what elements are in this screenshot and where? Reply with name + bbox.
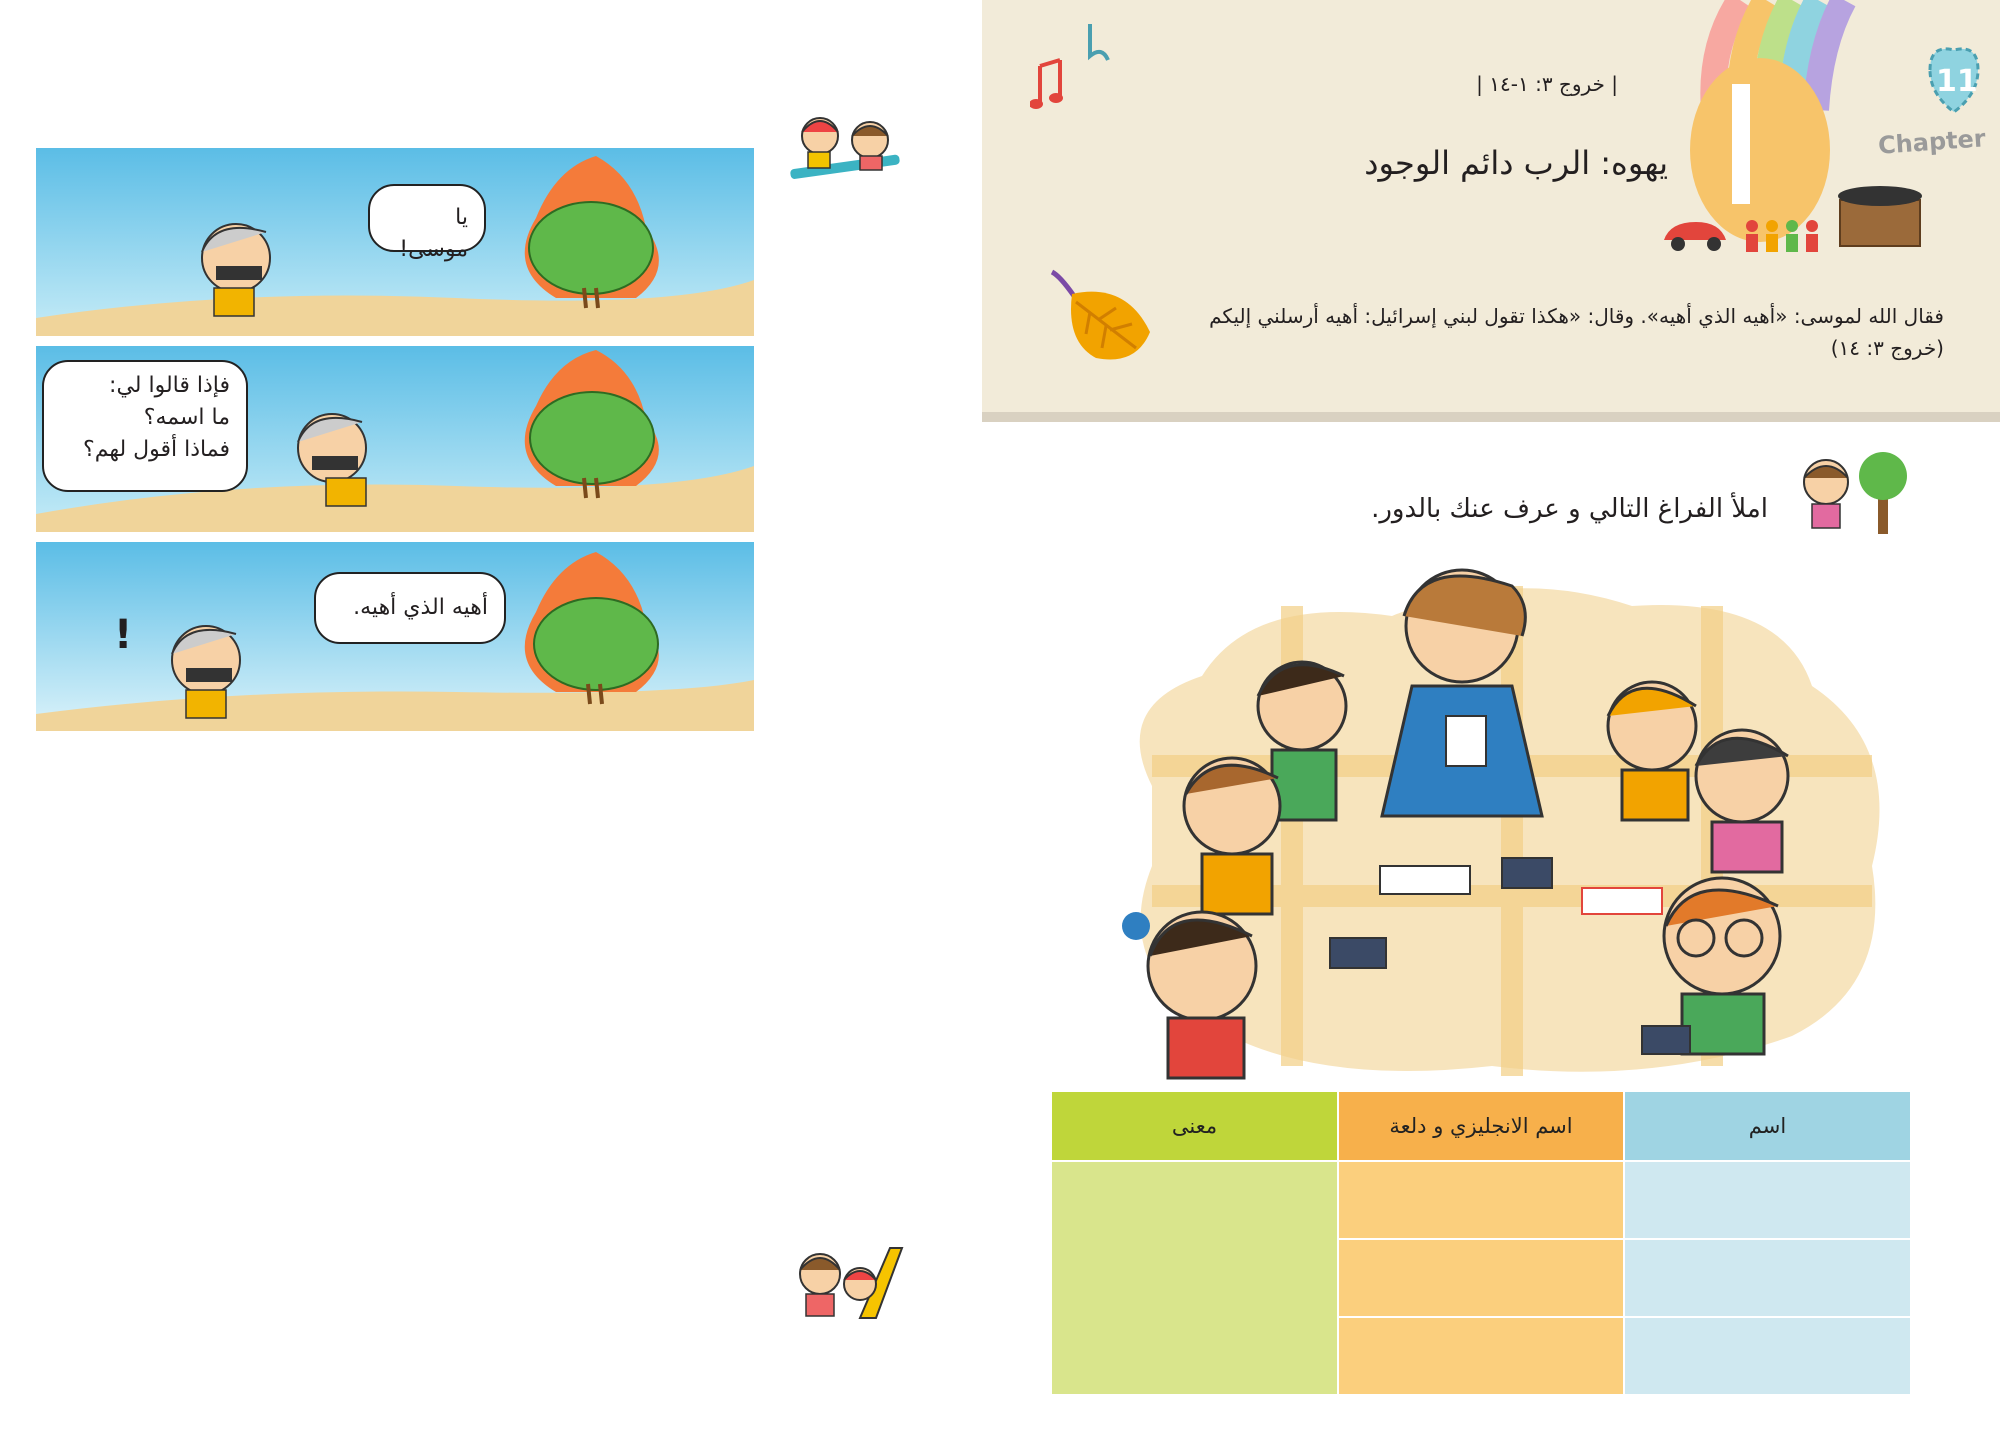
- header-name: اسم: [1624, 1092, 1910, 1161]
- english-nickname-cell[interactable]: [1338, 1239, 1624, 1317]
- speech-bubble-panel1: يا موسى!: [368, 184, 486, 252]
- kids-slide-icon: [780, 1238, 916, 1328]
- speech-bubble-panel3: أهيه الذي أهيه.: [314, 572, 506, 644]
- name-cell[interactable]: [1624, 1317, 1910, 1394]
- comic-panel-3: [36, 542, 754, 731]
- header-english-nickname: اسم الانجليزي و دلعة: [1338, 1092, 1624, 1161]
- verse-line-2: (خروج ٣: ١٤): [1830, 336, 1944, 360]
- chapter-number: 11: [1936, 64, 1978, 99]
- speech-line: فماذا أقول لهم؟: [83, 436, 230, 462]
- speech-bubble-panel2: [42, 360, 248, 492]
- header-meaning: معنى: [1052, 1092, 1338, 1161]
- verse-line-1: فقال الله لموسى: «أهيه الذي أهيه». وقال: «هكذا تقول لبني إسرائيل: أهيه أرسلني إليكم: [1209, 304, 1944, 328]
- table-header-row: [1052, 1092, 1910, 1161]
- meaning-cell[interactable]: [1052, 1161, 1338, 1394]
- speech-line: فإذا قالوا لي:: [109, 373, 230, 398]
- table-instruction: املأ الفراغ التالي و عرف عنك بالدور.: [1371, 494, 1768, 524]
- exclamation-mark: !: [114, 612, 133, 658]
- name-cell[interactable]: [1624, 1161, 1910, 1239]
- name-meaning-table: [1052, 1092, 1910, 1394]
- table-row: [1052, 1161, 1910, 1239]
- kid-with-tree-icon: [1782, 446, 1912, 536]
- comic-panel-2: [36, 346, 754, 532]
- comic-panel-1: [36, 148, 754, 336]
- speech-line: ما اسمه؟: [143, 404, 230, 430]
- lesson-title: يهوه: الرب دائم الوجود: [1364, 144, 1668, 182]
- header-torn-edge: [982, 412, 2000, 422]
- english-nickname-cell[interactable]: [1338, 1317, 1624, 1394]
- name-cell[interactable]: [1624, 1239, 1910, 1317]
- scripture-reference: | خروج ٣: ١-١٤ |: [1476, 72, 1618, 96]
- children-reading-illustration: [1092, 566, 1902, 1086]
- chapter-label: Chapter: [1877, 124, 1987, 160]
- kids-seesaw-icon: [782, 106, 906, 196]
- music-notes-icon: [1030, 16, 1120, 116]
- leaf-icon: [1046, 262, 1156, 366]
- comic-strip: [36, 148, 754, 731]
- english-nickname-cell[interactable]: [1338, 1161, 1624, 1239]
- left-page: [0, 0, 990, 1454]
